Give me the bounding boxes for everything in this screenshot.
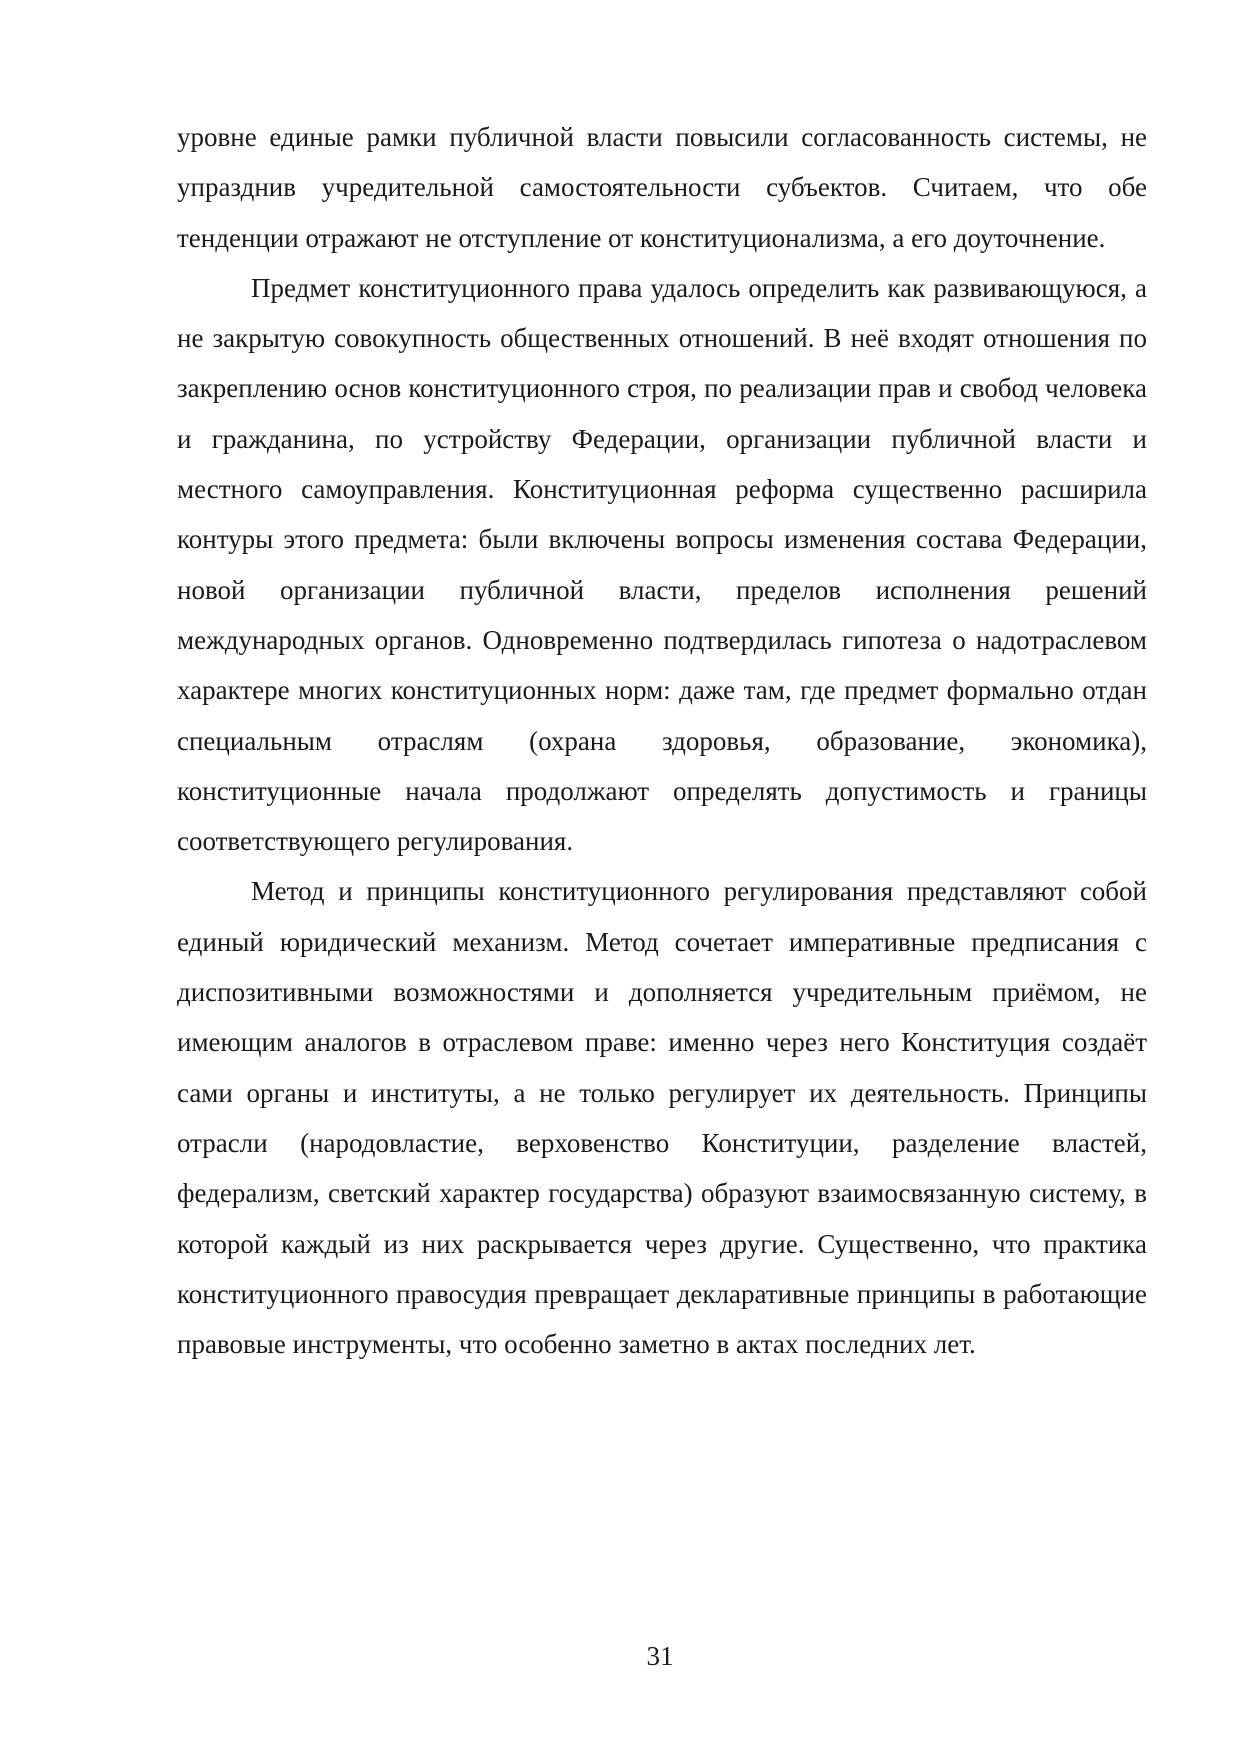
paragraph-continuation: уровне единые рамки публичной власти повысили согласованность системы, не упразднив учредительной самостоятельности субъектов. Считаем, что обе тенденции отражают не отступление от конституционализма, а его доуточнение. bbox=[177, 122, 1147, 253]
page-number: 31 bbox=[646, 1641, 674, 1671]
paragraph-method-and-principles: Метод и принципы конституционного регулирования представляют собой единый юридический механизм. Метод сочетает императивные предписания с диспозитивными возможностями и дополняется учредительным приёмом, не имеющим аналогов в отраслевом праве: именно через него Конституция создаёт сами органы и институты, а не только регулирует их деятельность. Принципы отрасли (народовластие, верховенство Конституции, разделение властей, федерализм, светский характер государства) образуют взаимосвязанную систему, в которой каждый из них раскрывается через другие. Существенно, что практика конституционного правосудия превращает декларативные принципы в работающие правовые инструменты, что особенно заметно в актах последних лет. bbox=[177, 876, 1147, 1360]
body-text bbox=[177, 112, 1147, 1369]
paragraph-subject-of-law: Предмет конституционного права удалось определить как развивающуюся, а не закрытую совокупность общественных отношений. В неё входят отношения по закреплению основ конституционного строя, по реализации прав и свобод человека и гражданина, по устройству Федерации, организации публичной власти и местного самоуправления. Конституционная реформа существенно расширила контуры этого предмета: были включены вопросы изменения состава Федерации, новой организации публичной власти, пределов исполнения решений международных органов. Одновременно подтвердилась гипотеза о надотраслевом характере многих конституционных норм: даже там, где предмет формально отдан специальным отраслям (охрана здоровья, образование, экономика), конституционные начала продолжают определять допустимость и границы соответствующего регулирования. bbox=[177, 272, 1147, 857]
